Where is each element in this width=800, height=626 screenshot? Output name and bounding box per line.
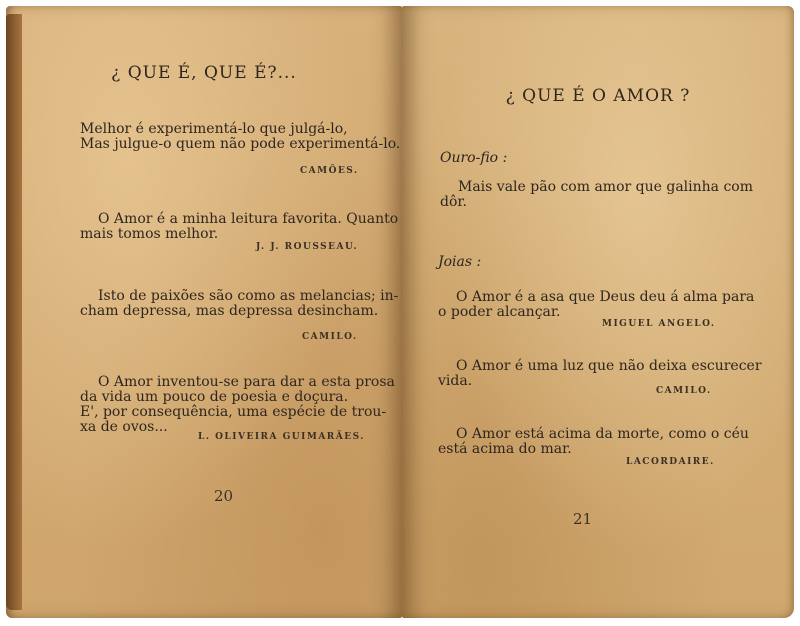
quote-author: CAMÕES. <box>300 166 359 176</box>
open-book <box>6 6 794 618</box>
quote-text: O Amor é uma luz que não deixa escurecer vida. <box>438 358 762 389</box>
quote-author: L. OLIVEIRA GUIMARÃES. <box>198 432 365 442</box>
section-subhead: Joias : <box>438 254 482 270</box>
quote-author: J. J. ROUSSEAU. <box>256 242 359 252</box>
page-number: 21 <box>573 510 593 528</box>
quote-text: O Amor é a minha leitura favorita. Quanto mais tomos melhor. <box>80 211 399 242</box>
page-number: 20 <box>214 487 234 505</box>
quote-text: O Amor está acima da morte, como o céu está acima do mar. <box>438 426 749 457</box>
quote-text: O Amor é a asa que Deus deu á alma para o poder alcançar. <box>438 289 755 320</box>
right-page-heading: ¿ QUE É O AMOR ? <box>505 86 691 106</box>
right-page <box>402 6 794 618</box>
left-page-heading: ¿ QUE É, QUE É?... <box>111 63 297 83</box>
quote-text: Isto de paixões são como as melancias; in- cham depressa, mas depressa desincham. <box>80 288 399 319</box>
left-page <box>6 6 402 618</box>
quote-author: LACORDAIRE. <box>626 457 715 467</box>
book-edge <box>6 14 22 610</box>
quote-text: O Amor inventou-se para dar a esta prosa da vida um pouco de poesia e doçura. E', por consequência, uma espécie de trou- xa de ovos... <box>80 374 395 435</box>
quote-author: CAMILO. <box>656 386 712 396</box>
section-subhead: Ouro-fio : <box>440 150 508 166</box>
section-text: Mais vale pão com amor que galinha com dôr. <box>440 179 753 210</box>
quote-author: CAMILO. <box>302 332 358 342</box>
quote-author: MIGUEL ANGELO. <box>602 319 716 329</box>
quote-text: Melhor é experimentá-lo que julgá-lo, Mas julgue-o quem não pode experimentá-lo. <box>80 121 401 152</box>
